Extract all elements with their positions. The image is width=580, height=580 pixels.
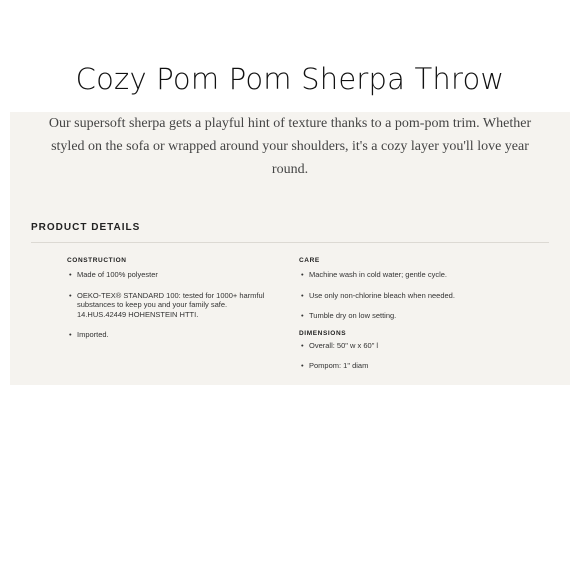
list-item xyxy=(67,330,277,340)
divider xyxy=(31,242,549,243)
list-item xyxy=(299,341,529,351)
list-item xyxy=(67,291,277,320)
care-label: CARE xyxy=(299,257,320,264)
bullet-icon: • xyxy=(301,311,304,320)
bullet-icon: • xyxy=(69,290,72,300)
list-item xyxy=(299,311,529,321)
care-item-text: Machine wash in cold water; gentle cycle. xyxy=(309,270,447,279)
bullet-icon: • xyxy=(69,330,72,339)
list-item xyxy=(299,270,529,280)
bullet-icon: • xyxy=(69,270,72,279)
list-item xyxy=(67,270,277,280)
product-description: Our supersoft sherpa gets a playful hint of texture thanks to a pom-pom trim. Whether styled on the sofa or wrapped around your shoulders, it's a cozy layer you'll love year round. xyxy=(48,116,532,177)
care-item-text: Tumble dry on low setting. xyxy=(309,311,397,320)
care-section xyxy=(299,256,529,371)
list-item xyxy=(299,361,529,371)
product-title: Cozy Pom Pom Sherpa Throw xyxy=(75,62,505,96)
bullet-icon: • xyxy=(301,340,304,350)
construction-item-text: OEKO-TEX® STANDARD 100: tested for 1000+ harmful substances to keep you and your family safe. 14.HUS.42449 HOHENSTEIN HTTI. xyxy=(77,290,265,319)
product-details-heading: PRODUCT DETAILS xyxy=(31,222,141,233)
list-item xyxy=(299,291,529,301)
dimensions-label: DIMENSIONS xyxy=(299,329,347,337)
dimensions-item-text: Overall: 50" w x 60" l xyxy=(309,340,379,350)
construction-label: CONSTRUCTION xyxy=(67,257,127,264)
bullet-icon: • xyxy=(301,270,304,279)
construction-item-text: Imported. xyxy=(77,330,109,339)
bullet-icon: • xyxy=(301,361,304,370)
bullet-icon: • xyxy=(301,290,304,300)
care-item-text: Use only non-chlorine bleach when needed. xyxy=(309,290,455,300)
construction-section xyxy=(67,256,277,340)
dimensions-item-text: Pompom: 1" diam xyxy=(309,361,369,370)
construction-item-text: Made of 100% polyester xyxy=(77,270,158,279)
